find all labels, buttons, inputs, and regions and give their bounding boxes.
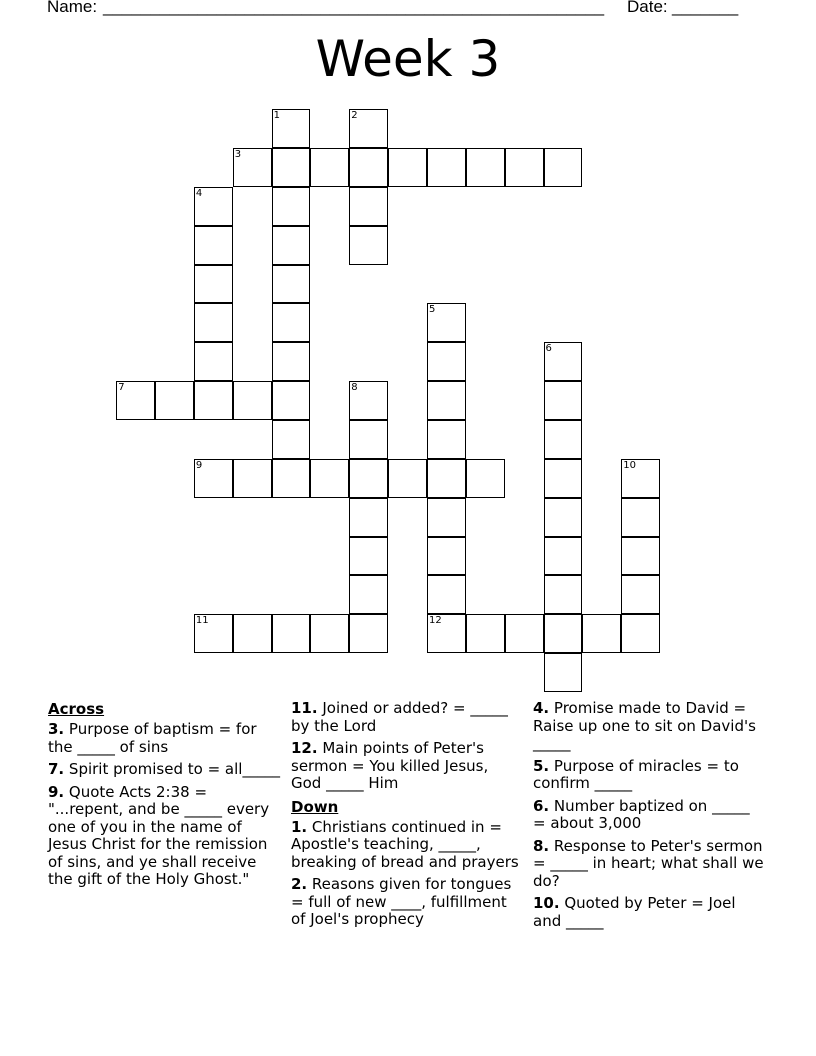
grid-cell-number: 2: [351, 110, 358, 122]
grid-cell[interactable]: [349, 459, 388, 498]
clue-text: Reasons given for tongues = full of new ____, fulfillment of Joel's prophecy: [291, 875, 512, 928]
grid-cell-number: 11: [195, 615, 209, 627]
grid-cell[interactable]: [272, 381, 311, 420]
grid-cell[interactable]: [116, 381, 155, 420]
grid-cell[interactable]: [427, 148, 466, 187]
grid-cell-number: 4: [195, 187, 203, 199]
grid-cell[interactable]: [466, 614, 505, 653]
page-title: Week 3: [315, 30, 501, 88]
grid-cell[interactable]: [466, 459, 505, 498]
clue-text: Quote Acts 2:38 = "...repent, and be _____ every one of you in the name of Jesus Christ for the remission of sins, and ye shall receive the gift of the Holy Ghost.": [48, 782, 270, 888]
clue-number: 11.: [291, 699, 318, 717]
grid-cell[interactable]: [233, 459, 272, 498]
grid-cell[interactable]: [349, 381, 388, 420]
grid-cell[interactable]: [544, 381, 583, 420]
clues-column-2: [291, 700, 523, 934]
clue-number: 5.: [533, 756, 550, 775]
grid-cell[interactable]: [349, 148, 388, 187]
grid-cell-number: 6: [545, 343, 552, 355]
grid-cell[interactable]: [621, 498, 660, 537]
grid-cell[interactable]: [272, 148, 311, 187]
down-heading: Down: [291, 797, 339, 816]
grid-cell[interactable]: [194, 381, 233, 420]
grid-cell[interactable]: [194, 303, 233, 342]
grid-cell[interactable]: [427, 420, 466, 459]
grid-cell[interactable]: [427, 575, 466, 614]
grid-cell[interactable]: [272, 420, 311, 459]
grid-cell[interactable]: [272, 459, 311, 498]
grid-cell[interactable]: [427, 614, 466, 653]
clue-text: Christians continued in = Apostle's teaching, _____, breaking of bread and prayers: [291, 817, 519, 871]
grid-cell[interactable]: [427, 342, 466, 381]
clue-text: Joined or added? = _____ by the Lord: [291, 699, 508, 735]
grid-cell[interactable]: [505, 614, 544, 653]
grid-cell[interactable]: [388, 459, 427, 498]
clues-column-3: [533, 700, 765, 935]
grid-cell[interactable]: [582, 614, 621, 653]
clue-number: 9.: [48, 782, 65, 801]
grid-cell-number: 12: [429, 615, 442, 627]
grid-cell-number: 5: [429, 304, 436, 316]
clue-text: Promise made to David = Raise up one to sit on David's _____: [533, 699, 756, 752]
grid-cell[interactable]: [194, 342, 233, 381]
grid-cell[interactable]: [427, 303, 466, 342]
grid-cell[interactable]: [349, 614, 388, 653]
clue-across-7: [48, 761, 280, 779]
clue-number: 8.: [533, 836, 550, 855]
grid-cell[interactable]: [427, 459, 466, 498]
grid-cell[interactable]: [272, 614, 311, 653]
grid-cell[interactable]: [349, 575, 388, 614]
grid-cell[interactable]: [621, 614, 660, 653]
grid-cell[interactable]: [349, 537, 388, 576]
clue-text: Spirit promised to = all_____: [68, 760, 280, 778]
clue-down-6: [533, 798, 765, 833]
clue-number: 3.: [48, 720, 65, 738]
grid-cell[interactable]: [544, 342, 583, 381]
grid-cell-number: 10: [623, 459, 636, 471]
grid-cell[interactable]: [544, 148, 583, 187]
grid-cell[interactable]: [388, 148, 427, 187]
clue-across-9: [48, 784, 280, 889]
clue-text: Number baptized on _____ = about 3,000: [533, 796, 750, 832]
clue-across-12: [291, 740, 523, 793]
grid-cell[interactable]: [427, 537, 466, 576]
clue-text: Purpose of baptism = for the _____ of sins: [48, 720, 257, 756]
clue-down-4: [533, 700, 765, 753]
grid-cell[interactable]: [233, 614, 272, 653]
grid-cell[interactable]: [621, 575, 660, 614]
across-heading: Across: [48, 700, 105, 718]
clue-number: 7.: [48, 760, 65, 778]
grid-cell[interactable]: [505, 148, 544, 187]
clue-down-8: [533, 838, 765, 891]
grid-cell[interactable]: [272, 226, 311, 265]
grid-cell[interactable]: [272, 109, 311, 148]
grid-cell-number: 1: [273, 110, 280, 122]
grid-cell[interactable]: [272, 265, 311, 304]
clue-number: 12.: [291, 739, 318, 757]
grid-cell[interactable]: [544, 459, 583, 498]
clue-text: Response to Peter's sermon = _____ in heart; what shall we do?: [533, 836, 764, 890]
clue-text: Main points of Peter's sermon = You killed Jesus, God _____ Him: [291, 739, 489, 792]
grid-cell[interactable]: [272, 303, 311, 342]
clue-number: 2.: [291, 875, 308, 893]
grid-cell-number: 8: [351, 382, 358, 394]
clue-text: Quoted by Peter = Joel and _____: [533, 894, 736, 930]
grid-cell[interactable]: [310, 148, 349, 187]
clue-across-11: [291, 700, 523, 735]
clue-number: 10.: [533, 894, 560, 912]
grid-cell[interactable]: [194, 187, 233, 226]
clue-down-1: [291, 819, 523, 872]
grid-cell-number: 7: [118, 382, 125, 394]
grid-cell[interactable]: [272, 187, 311, 226]
clue-down-2: [291, 876, 523, 929]
clues-column-1: [48, 700, 280, 894]
grid-cell[interactable]: [427, 498, 466, 537]
clue-down-5: [533, 758, 765, 793]
grid-cell-number: 9: [195, 459, 203, 471]
grid-cell[interactable]: [194, 226, 233, 265]
grid-cell[interactable]: [544, 498, 583, 537]
grid-cell[interactable]: [155, 381, 194, 420]
grid-cell[interactable]: [349, 187, 388, 226]
clue-number: 4.: [533, 699, 550, 717]
grid-cell[interactable]: [544, 537, 583, 576]
grid-cell[interactable]: [349, 226, 388, 265]
grid-cell[interactable]: [544, 614, 583, 653]
grid-cell[interactable]: [194, 265, 233, 304]
grid-cell[interactable]: [544, 575, 583, 614]
grid-cell[interactable]: [349, 420, 388, 459]
grid-cell-number: 3: [234, 149, 242, 161]
clue-text: Purpose of miracles = to confirm _____: [533, 756, 739, 792]
name-label: Name:: [47, 0, 98, 16]
grid-cell[interactable]: [310, 614, 349, 653]
name-line[interactable]: _____________________________________________________: [103, 0, 605, 16]
clue-across-3: [48, 721, 280, 756]
clue-number: 1.: [291, 817, 308, 836]
grid-cell[interactable]: [233, 148, 272, 187]
grid-cell[interactable]: [544, 420, 583, 459]
grid-cell[interactable]: [349, 109, 388, 148]
grid-cell[interactable]: [194, 614, 233, 653]
grid-cell[interactable]: [310, 459, 349, 498]
grid-cell[interactable]: [272, 342, 311, 381]
date-label: Date:: [627, 0, 668, 16]
grid-cell[interactable]: [466, 148, 505, 187]
grid-cell[interactable]: [194, 459, 233, 498]
grid-cell[interactable]: [427, 381, 466, 420]
clue-down-10: [533, 895, 765, 930]
grid-cell[interactable]: [621, 459, 660, 498]
date-line[interactable]: _______: [672, 0, 739, 16]
grid-cell[interactable]: [544, 653, 583, 692]
clue-number: 6.: [533, 796, 550, 815]
grid-cell[interactable]: [621, 537, 660, 576]
grid-cell[interactable]: [233, 381, 272, 420]
grid-cell[interactable]: [349, 498, 388, 537]
